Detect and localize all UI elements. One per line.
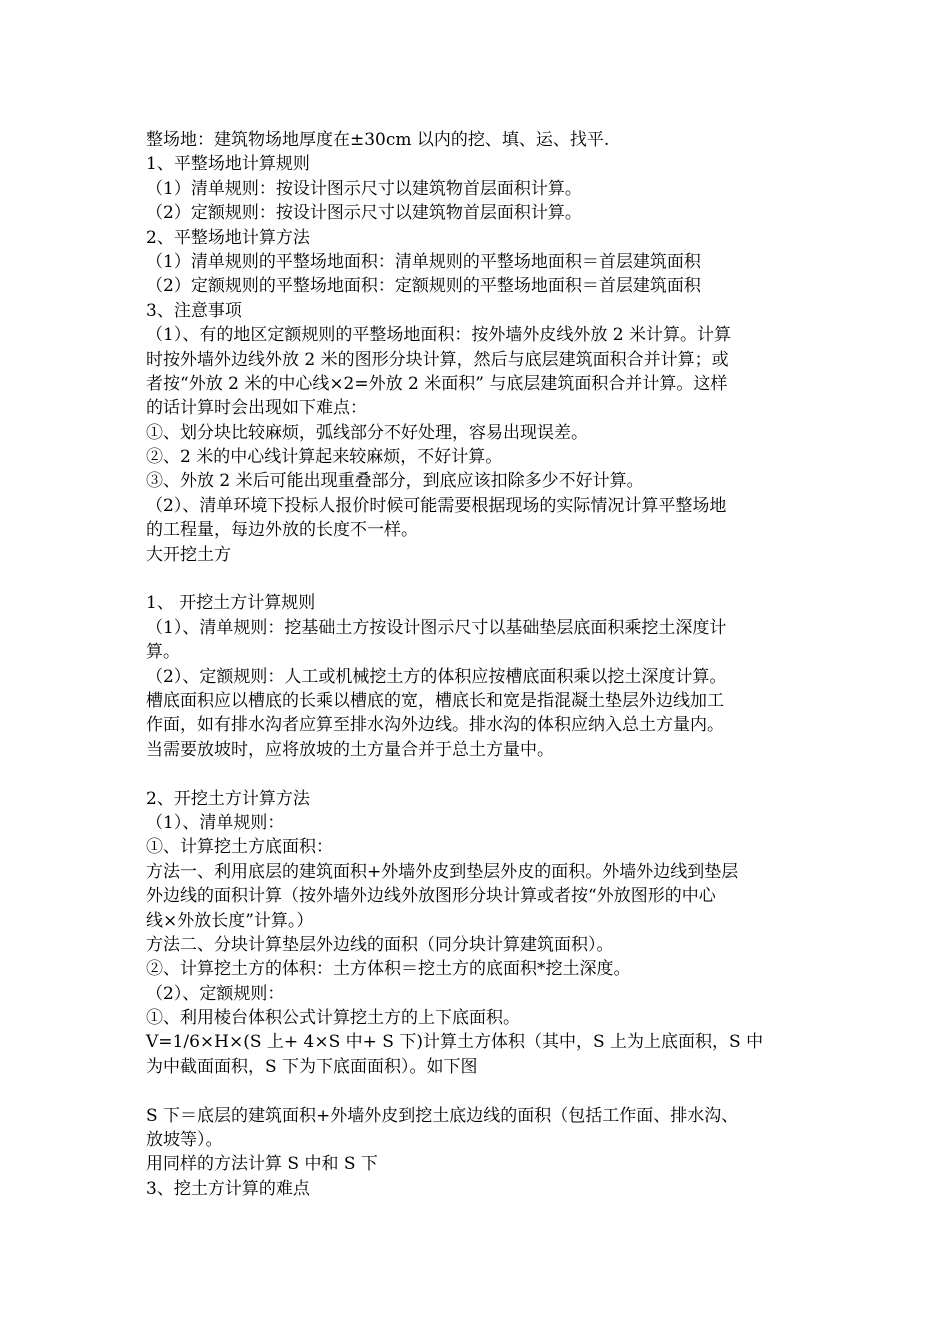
text-line: 方法二、分块计算垫层外边线的面积（同分块计算建筑面积）。: [146, 934, 614, 955]
text-line: 外边线的面积计算（按外墙外边线外放图形分块计算或者按“外放图形的中心: [146, 886, 716, 907]
text-line: V=1/6×H×(S 上+ 4×S 中+ S 下)计算土方体积（其中，S 上为上底面积，S 中: [146, 1032, 764, 1053]
text-line: （2）、定额规则：人工或机械挖土方的体积应按槽底面积乘以挖土深度计算。: [146, 666, 727, 687]
text-line: 槽底面积应以槽底的长乘以槽底的宽，槽底长和宽是指混凝土垫层外边线加工: [146, 690, 724, 711]
text-line: 的工程量，每边外放的长度不一样。: [146, 520, 418, 541]
text-line: 算。: [146, 642, 180, 663]
text-line: ②、2 米的中心线计算起来较麻烦，不好计算。: [146, 447, 503, 468]
document-body: [146, 128, 826, 1201]
text-line: ①、利用棱台体积公式计算挖土方的上下底面积。: [146, 1008, 520, 1029]
text-line: （1）、有的地区定额规则的平整场地面积：按外墙外皮线外放 2 米计算。计算: [146, 325, 731, 346]
text-line: 1、 开挖土方计算规则: [146, 593, 316, 614]
text-line: 者按“外放 2 米的中心线×2=外放 2 米面积” 与底层建筑面积合并计算。这样: [146, 373, 728, 394]
text-line: 放坡等）。: [146, 1130, 223, 1151]
text-line: 3、注意事项: [146, 300, 242, 321]
text-line: （2）定额规则：按设计图示尺寸以建筑物首层面积计算。: [146, 203, 582, 224]
text-line: S 下＝底层的建筑面积+外墙外皮到挖土底边线的面积（包括工作面、排水沟、: [146, 1105, 739, 1126]
blank-line: [146, 762, 826, 786]
text-line: ②、计算挖土方的体积：土方体积＝挖土方的底面积*挖土深度。: [146, 959, 631, 980]
text-line: 时按外墙外边线外放 2 米的图形分块计算，然后与底层建筑面积合并计算；或: [146, 349, 729, 370]
text-line: （2）、定额规则：: [146, 983, 285, 1004]
text-line: （1）、清单规则：挖基础土方按设计图示尺寸以基础垫层底面积乘挖土深度计: [146, 617, 727, 638]
text-line: （2）定额规则的平整场地面积：定额规则的平整场地面积＝首层建筑面积: [146, 276, 701, 297]
text-line: 用同样的方法计算 S 中和 S 下: [146, 1154, 378, 1175]
text-line: （1）清单规则：按设计图示尺寸以建筑物首层面积计算。: [146, 178, 582, 199]
text-line: 1、平整场地计算规则: [146, 154, 310, 175]
text-line: 为中截面面积，S 下为下底面面积）。如下图: [146, 1056, 478, 1077]
text-line: 当需要放坡时，应将放坡的土方量合并于总土方量中。: [146, 739, 554, 760]
text-line: ①、划分块比较麻烦，弧线部分不好处理，容易出现误差。: [146, 422, 588, 443]
text-line: 方法一、利用底层的建筑面积+外墙外皮到垫层外皮的面积。外墙外边线到垫层: [146, 861, 739, 882]
text-line: 的话计算时会出现如下难点：: [146, 398, 367, 419]
text-line: 整场地：建筑物场地厚度在±30cm 以内的挖、填、运、找平.: [146, 130, 610, 150]
text-line: 2、平整场地计算方法: [146, 227, 310, 248]
blank-line: [146, 1079, 826, 1103]
text-line: （1）清单规则的平整场地面积：清单规则的平整场地面积＝首层建筑面积: [146, 251, 701, 272]
text-line: ①、计算挖土方底面积：: [146, 837, 333, 858]
text-line: 作面，如有排水沟者应算至排水沟外边线。排水沟的体积应纳入总土方量内。: [146, 715, 724, 736]
text-line: ③、外放 2 米后可能出现重叠部分，到底应该扣除多少不好计算。: [146, 471, 644, 492]
text-line: （1）、清单规则：: [146, 812, 285, 833]
text-line: 大开挖土方: [146, 544, 231, 565]
text-line: 3、挖土方计算的难点: [146, 1178, 310, 1199]
text-line: 2、开挖土方计算方法: [146, 788, 310, 809]
text-line: 线×外放长度”计算。）: [146, 910, 314, 931]
blank-line: [146, 567, 826, 591]
text-line: （2）、清单环境下投标人报价时候可能需要根据现场的实际情况计算平整场地: [146, 495, 727, 516]
